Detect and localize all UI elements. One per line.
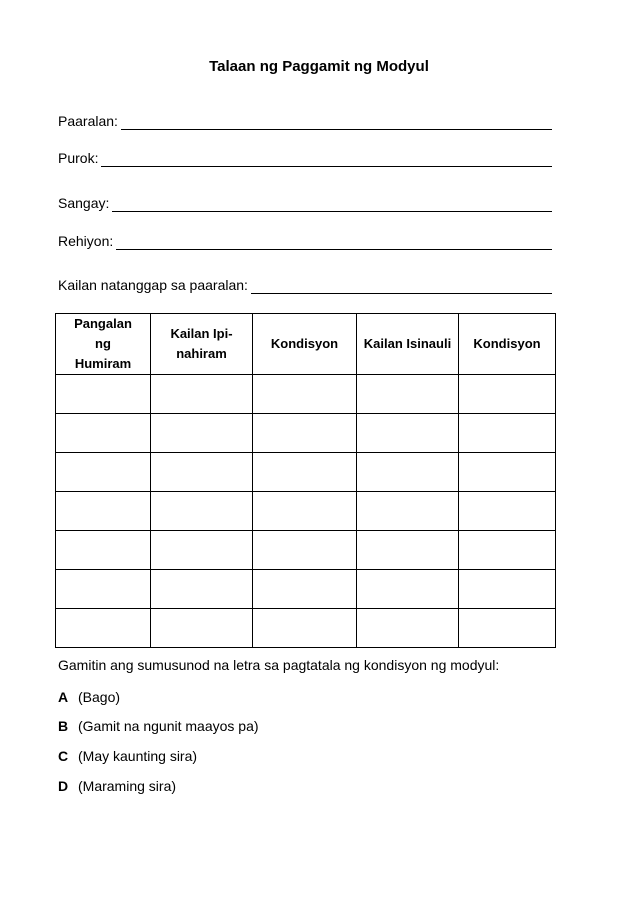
- legend-item-d: [58, 777, 176, 795]
- header-kondisyon: Kondisyon: [253, 314, 357, 375]
- table-cell[interactable]: [151, 609, 253, 648]
- table-cell[interactable]: [56, 375, 151, 414]
- field-label: Purok:: [58, 150, 99, 166]
- field-paaralan: [58, 110, 552, 130]
- table-cell[interactable]: [253, 492, 357, 531]
- table-row: [56, 609, 556, 648]
- table-cell[interactable]: [253, 531, 357, 570]
- table-cell[interactable]: [151, 492, 253, 531]
- paaralan-input-line[interactable]: [121, 113, 552, 130]
- legend-item-a: [58, 688, 120, 706]
- table-row: [56, 492, 556, 531]
- table-cell[interactable]: [253, 375, 357, 414]
- table-cell[interactable]: [151, 375, 253, 414]
- header-pangalan-ng-humiram: Pangalan ng Humiram: [56, 314, 151, 375]
- kailan-natanggap-input-line[interactable]: [251, 277, 552, 294]
- field-kailan-natanggap: [58, 274, 552, 294]
- legend-code: B: [58, 718, 69, 734]
- table-cell[interactable]: [357, 531, 459, 570]
- table-cell[interactable]: [459, 453, 556, 492]
- purok-input-line[interactable]: [101, 150, 552, 167]
- legend-code: D: [58, 778, 69, 794]
- table-cell[interactable]: [357, 414, 459, 453]
- legend-code: A: [58, 689, 69, 705]
- table-cell[interactable]: [151, 414, 253, 453]
- header-kailan-isinauli: Kailan Isinauli: [357, 314, 459, 375]
- table-header-row: [56, 314, 556, 375]
- legend-code: C: [58, 748, 69, 764]
- table-row: [56, 570, 556, 609]
- table-cell[interactable]: [357, 609, 459, 648]
- table-cell[interactable]: [459, 531, 556, 570]
- field-label: Paaralan:: [58, 113, 118, 129]
- table-cell[interactable]: [56, 414, 151, 453]
- table-cell[interactable]: [357, 570, 459, 609]
- sangay-input-line[interactable]: [112, 195, 552, 212]
- table-cell[interactable]: [56, 453, 151, 492]
- field-label: Kailan natanggap sa paaralan:: [58, 277, 248, 293]
- table-cell[interactable]: [459, 492, 556, 531]
- table-cell[interactable]: [56, 492, 151, 531]
- table-cell[interactable]: [357, 492, 459, 531]
- field-label: Sangay:: [58, 195, 110, 211]
- field-rehiyon: [58, 230, 552, 250]
- rehiyon-input-line[interactable]: [116, 233, 552, 250]
- table-cell[interactable]: [459, 414, 556, 453]
- legend-meaning: (Gamit na ngunit maayos pa): [78, 718, 259, 734]
- legend-item-c: [58, 747, 197, 765]
- table-cell[interactable]: [56, 531, 151, 570]
- table-cell[interactable]: [151, 453, 253, 492]
- field-purok: [58, 147, 552, 167]
- table-row: [56, 375, 556, 414]
- table-cell[interactable]: [253, 609, 357, 648]
- table-row: [56, 453, 556, 492]
- legend-item-b: [58, 717, 259, 735]
- field-label: Rehiyon:: [58, 233, 114, 249]
- table-cell[interactable]: [253, 570, 357, 609]
- header-kondisyon-return: Kondisyon: [459, 314, 556, 375]
- table-cell[interactable]: [56, 609, 151, 648]
- table-cell[interactable]: [151, 570, 253, 609]
- table-cell[interactable]: [459, 375, 556, 414]
- table-cell[interactable]: [357, 453, 459, 492]
- page-title: Talaan ng Paggamit ng Modyul: [209, 58, 429, 75]
- legend-meaning: (Maraming sira): [78, 778, 177, 794]
- table-cell[interactable]: [459, 609, 556, 648]
- loan-record-table: [55, 313, 556, 648]
- field-sangay: [58, 192, 552, 212]
- table-cell[interactable]: [459, 570, 556, 609]
- table-cell[interactable]: [151, 531, 253, 570]
- table-cell[interactable]: [253, 414, 357, 453]
- table-row: [56, 414, 556, 453]
- table-cell[interactable]: [56, 570, 151, 609]
- table-cell[interactable]: [253, 453, 357, 492]
- legend-meaning: (May kaunting sira): [78, 748, 198, 764]
- legend-meaning: (Bago): [78, 689, 121, 705]
- table-cell[interactable]: [357, 375, 459, 414]
- table-row: [56, 531, 556, 570]
- header-kailan-ipinahiram: Kailan Ipi-nahiram: [151, 314, 253, 375]
- instruction-text: Gamitin ang sumusunod na letra sa pagtatala ng kondisyon ng modyul:: [58, 657, 500, 673]
